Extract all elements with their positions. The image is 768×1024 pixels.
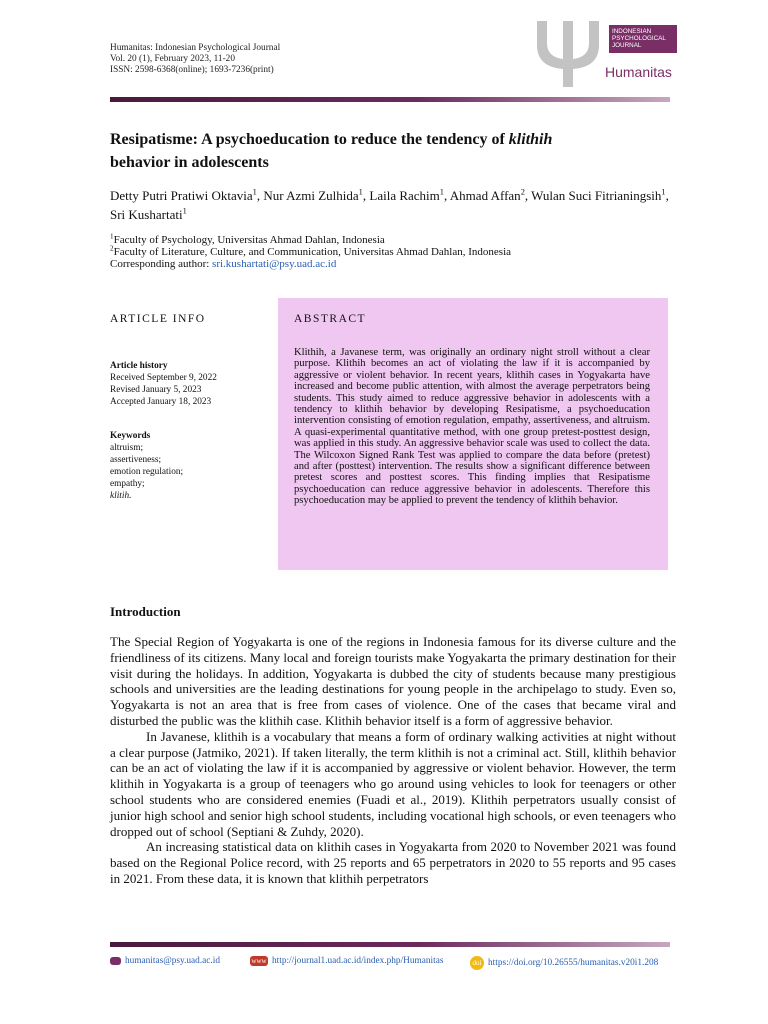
keyword: empathy; <box>110 479 145 489</box>
paragraph: The Special Region of Yogyakarta is one of the regions in Indonesia famous for its diverse culture and the friendliness of its citizens. Many local and foreign tourists make Yogyakarta the primary destination for their visit during the holidays. In addition, Yogyakarta is dubbed the city of students because many prestigious schools and universities are the leading destinations for young people in the archipelago to study. Even so, Yogyakarta is not an area that is free from cases of violence. One of the cases that became viral and disturbed the public was the klithih case. Klithih behavior itself is a form of aggressive behavior. <box>110 634 676 728</box>
keyword: klitih. <box>110 491 132 501</box>
article-history: Article history Received September 9, 2022 Revised January 5, 2023 Accepted January 18, 2023 <box>110 361 217 407</box>
keyword: assertiveness; <box>110 455 162 465</box>
journal-name: Humanitas: Indonesian Psychological Journal <box>110 43 281 53</box>
footer-rule <box>110 942 670 947</box>
footer-email[interactable]: humanitas@psy.uad.ac.id <box>110 956 220 966</box>
author: Ahmad Affan$^2$ <box>449 186 525 203</box>
keyword: emotion regulation; <box>110 467 184 477</box>
journal-issn: ISSN: 2598-6368(online); 1693-7236(print) <box>110 65 274 75</box>
keywords: Keywords altruism; assertiveness; emotion regulation; empathy; klitih. <box>110 431 184 501</box>
affiliation: $^2$Faculty of Literature, Culture, and Communication, Universitas Ahmad Dahlan, Indonesia <box>110 244 512 258</box>
web-icon: www <box>251 957 267 965</box>
doi-icon: doi <box>470 956 484 970</box>
author: Wulan Suci Fitrianingsih$^1$ <box>531 186 666 203</box>
svg-text:Humanitas: Humanitas <box>605 64 672 80</box>
journal-header <box>110 43 280 76</box>
affiliation: $^1$Faculty of Psychology, Universitas Ahmad Dahlan, Indonesia <box>110 232 385 246</box>
author: Sri Kushartati$^1$ <box>110 205 187 222</box>
paragraph: An increasing statistical data on klithih cases in Yogyakarta from 2020 to November 2021 was found based on the Regional Police record, with 25 reports and 65 perpetrators in 2020 to 55 reports and 95 cases in 2021. From these data, it is known that klithih perpetrators <box>110 839 676 886</box>
author: Nur Azmi Zulhida$^1$ <box>263 186 363 203</box>
revised-date: Revised January 5, 2023 <box>110 385 202 395</box>
affiliations <box>110 234 670 270</box>
paragraph: In Javanese, klithih is a vocabulary that means a form of ordinary walking activities at night without a clear purpose (Jatmiko, 2021). If taken literally, the term klithih is not a criminal act. Still, klithih behavior can be an act of violating the law if it is accompanied by aggressive or violent behavior. However, the term klithih in Yogyakarta is a group of teenagers who go around using vehicles to look for teenagers or other school students who are considered enemies (Fuadi et al., 2019). Klithih perpetrators usually consist of junior high school and senior high school students, including vocational high schools, or even teenagers who dropped out of school (Septiani & Zuhdy, 2020). <box>110 728 676 839</box>
svg-text:JOURNAL: JOURNAL <box>612 42 642 49</box>
mail-icon <box>110 957 121 965</box>
body-text <box>110 634 676 887</box>
keyword: altruism; <box>110 443 144 453</box>
abstract-text: Klithih, a Javanese term, was originally an ordinary night stroll without a clear purpose. Klithih becomes an act of violating the law if it is accompanied by aggressive or violent behavior. In recent years, klithih cases in Yogyakarta have increased and become public attention, with almost the average perpetrators being students. This study aimed to reduce aggressive behavior in adolescents with a tendency to klithih behavior by developing Resipatisme, a psychoeducation intervention consisting of emotion regulation, empathy, assertiveness, and altruism. A quasi-experimental quantitative method, with one group pretest-posttest design, was applied in this study. An aggressive behavior scale was used to collect the data. The Wilcoxon Signed Rank Test was applied to compare the data before (pretest) and after (posttest) intervention. The results show a significant difference between pretest scores and posttest scores. This finding implies that Resipatisme psychoeducation can reduce aggressive behavior in adolescents. Therefore this psychoeducation may be applied to prevent the tendency of klithih behavior. <box>294 347 650 507</box>
svg-text:INDONESIAN: INDONESIAN <box>612 28 652 35</box>
paper-title: Resipatisme: A psychoeducation to reduce the tendency of klithih behavior in adolescents <box>110 131 553 171</box>
article-info-heading: ARTICLE INFO <box>110 313 206 325</box>
corresponding-author: Corresponding author: sri.kushartati@psy.uad.ac.id <box>110 258 337 270</box>
header-rule <box>110 97 670 102</box>
author-list: Detty Putri Pratiwi Oktavia$^1$, Nur Azmi Zulhida$^1$, Laila Rachim$^1$, Ahmad Affan$^2$, Wulan Suci Fitrianingsih$^1$, Sri Kushartati$^1$ <box>110 186 669 222</box>
footer-url[interactable]: www http://journal1.uad.ac.id/index.php/Humanitas <box>251 956 444 966</box>
author: Laila Rachim$^1$ <box>369 186 444 203</box>
corresponding-email-link[interactable]: sri.kushartati@psy.uad.ac.id <box>212 258 337 270</box>
journal-volume: Vol. 20 (1), February 2023, 11-20 <box>110 54 235 64</box>
svg-text:PSYCHOLOGICAL: PSYCHOLOGICAL <box>612 35 666 42</box>
footer-doi[interactable]: doi https://doi.org/10.26555/humanitas.v20i1.208 <box>470 956 658 970</box>
accepted-date: Accepted January 18, 2023 <box>110 397 212 407</box>
humanitas-logo <box>533 13 677 91</box>
psi-logo-icon <box>533 13 677 91</box>
author: Detty Putri Pratiwi Oktavia$^1$ <box>110 186 257 203</box>
received-date: Received September 9, 2022 <box>110 373 217 383</box>
section-heading: Introduction <box>110 604 181 619</box>
abstract-heading: ABSTRACT <box>294 313 367 325</box>
